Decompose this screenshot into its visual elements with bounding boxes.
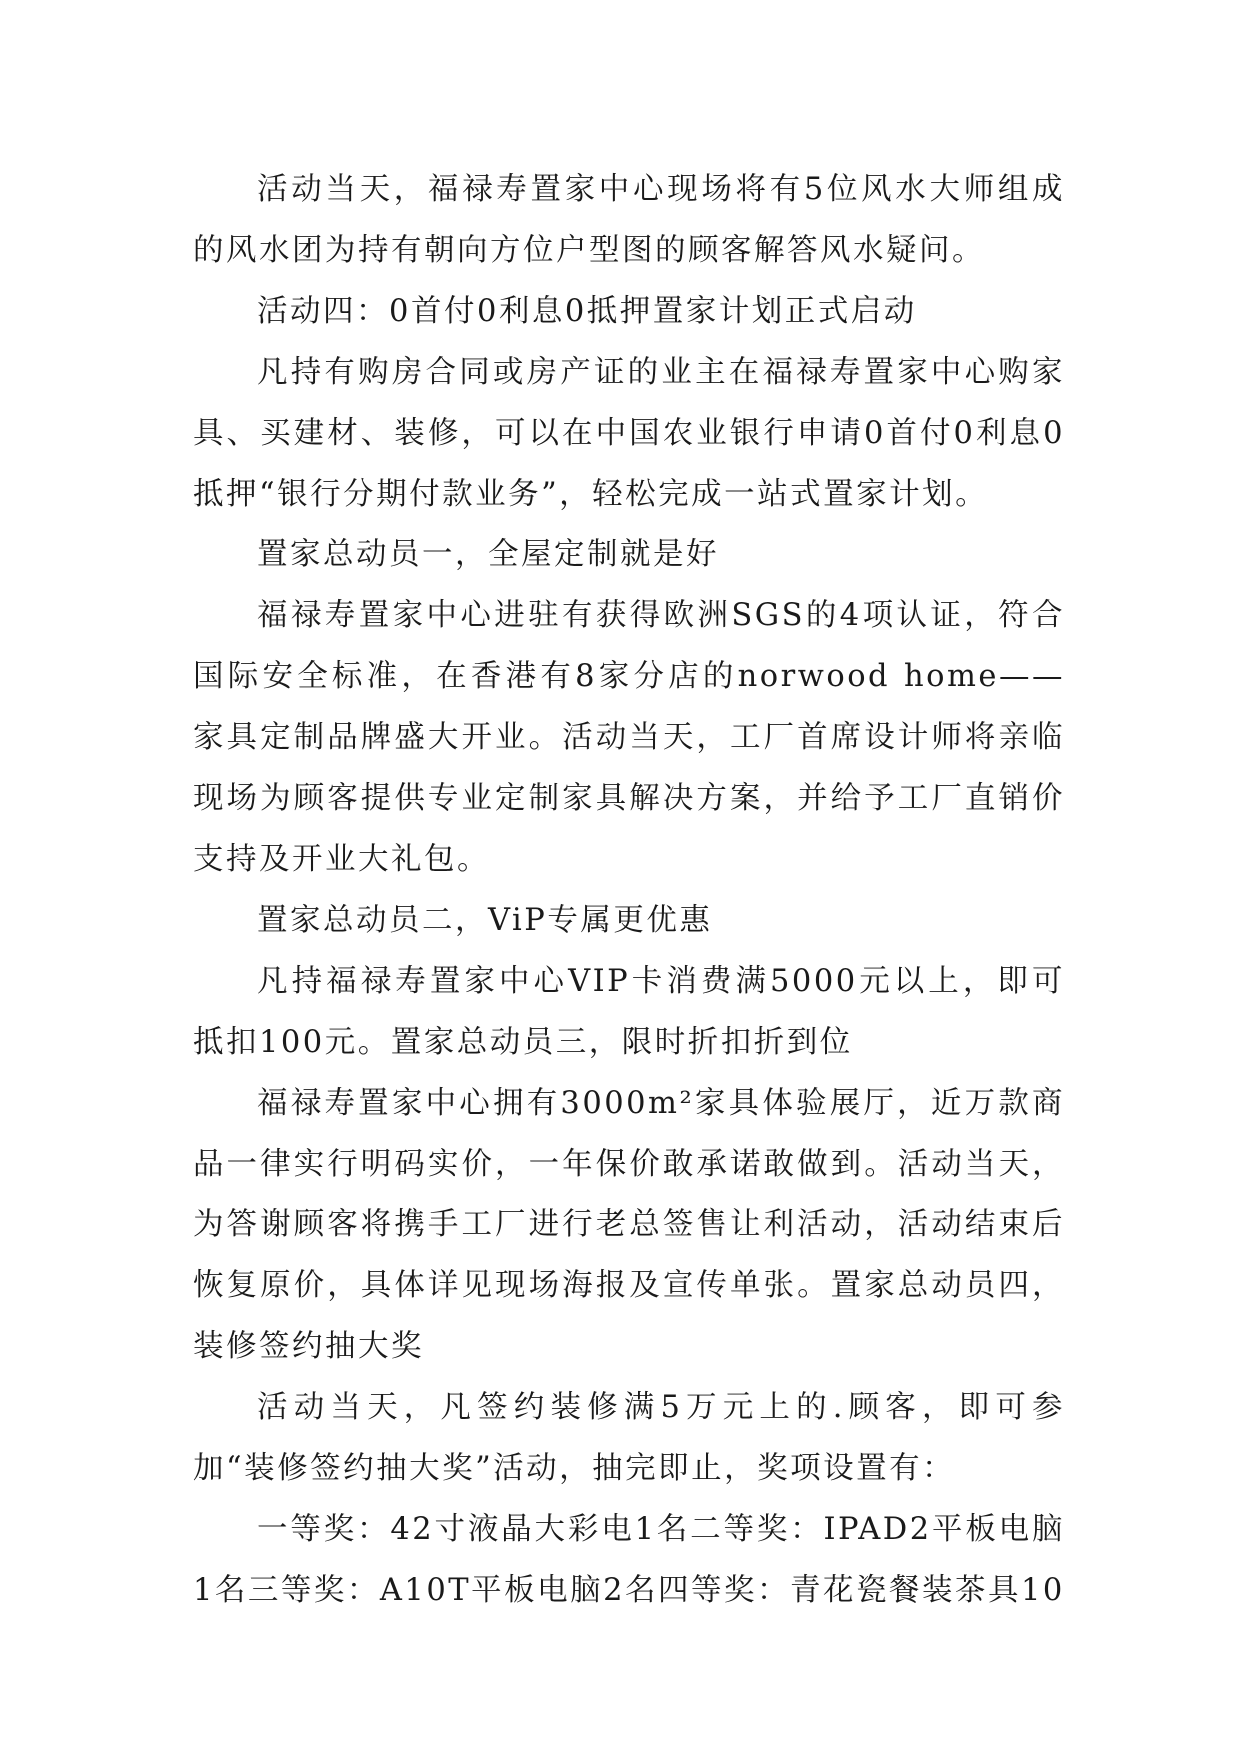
paragraph-vip-discount: 凡持福禄寿置家中心VIP卡消费满5000元以上，即可抵扣100元。置家总动员三，限时折扣折到位 xyxy=(193,963,1065,1060)
paragraph-custom-furniture: 福禄寿置家中心进驻有获得欧洲SGS的4项认证，符合国际安全标准，在香港有8家分店的norwood home——家具定制品牌盛大开业。活动当天，工厂首席设计师将亲临现场为顾客提供专业定制家具解决方案，并给予工厂直销价支持及开业大礼包。 xyxy=(193,598,1065,877)
paragraph-zero-down-plan: 凡持有购房合同或房产证的业主在福禄寿置家中心购家具、买建材、装修，可以在中国农业银行申请0首付0利息0抵押“银行分期付款业务”，轻松完成一站式置家计划。 xyxy=(193,354,1065,512)
heading-activity-four: 活动四：0首付0利息0抵押置家计划正式启动 xyxy=(257,293,917,329)
paragraph-lottery-intro: 活动当天，凡签约装修满5万元上的.顾客，即可参加“装修签约抽大奖”活动，抽完即止，奖项设置有： xyxy=(193,1390,1065,1487)
document-body xyxy=(193,160,1065,1622)
heading-mobilization-two: 置家总动员二，ViP专属更优惠 xyxy=(257,902,713,938)
paragraph-feng-shui: 活动当天，福禄寿置家中心现场将有5位风水大师组成的风水团为持有朝向方位户型图的顾客解答风水疑问。 xyxy=(193,172,1065,268)
paragraph-showroom-pricing: 福禄寿置家中心拥有3000m²家具体验展厅，近万款商品一律实行明码实价，一年保价敢承诺敢做到。活动当天，为答谢顾客将携手工厂进行老总签售让利活动，活动结束后恢复原价，具体详见现场海报及宣传单张。置家总动员四，装修签约抽大奖 xyxy=(193,1085,1065,1365)
heading-mobilization-one: 置家总动员一，全屋定制就是好 xyxy=(257,537,720,573)
paragraph-prize-list: 一等奖：42寸液晶大彩电1名二等奖：IPAD2平板电脑1名三等奖：A10T平板电脑2名四等奖：青花瓷餐装茶具10 xyxy=(193,1511,1065,1608)
